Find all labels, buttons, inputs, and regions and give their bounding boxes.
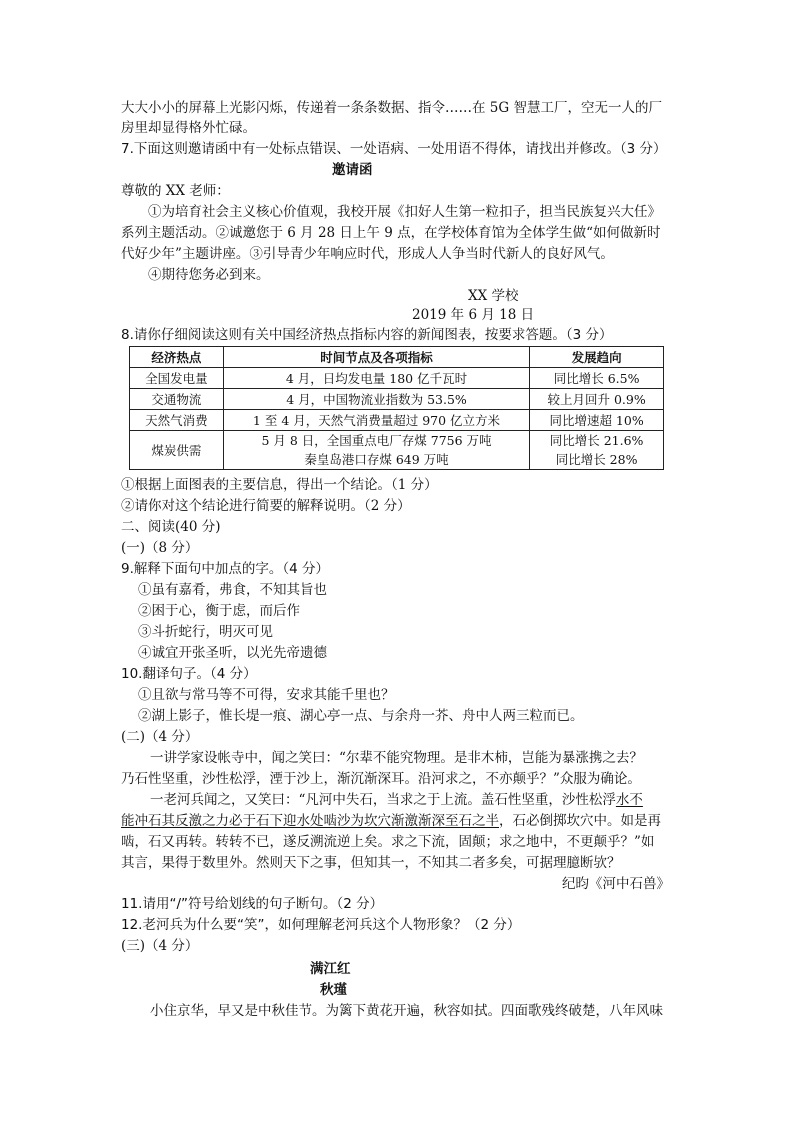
q10-item: ①且欲与常马等不可得，安求其能千里也？ bbox=[138, 687, 395, 703]
table-cell-trend: 同比增速超 10% bbox=[530, 410, 664, 431]
intro-line-2: 房里却显得格外忙碌。 bbox=[121, 120, 256, 136]
passage-text: 一老河兵闻之，又笑曰：“凡河中失石，当求之于上流。盖石性坚重，沙性松浮 bbox=[150, 792, 616, 808]
passage-line: 乃石性坚重，沙性松浮，湮于沙上，渐沉渐深耳。沿河求之，不亦颠乎？”众服为确论。 bbox=[121, 771, 641, 787]
letter-body-4: ④期待您务必到来。 bbox=[148, 267, 270, 283]
table-header: 经济热点 bbox=[130, 347, 224, 368]
q7-prompt: 7.下面这则邀请函中有一处标点错误、一处语病、一处用语不得体，请找出并修改。（3 分） bbox=[121, 141, 667, 157]
q8-sub-1: ①根据上面图表的主要信息，得出一个结论。（1 分） bbox=[121, 477, 438, 493]
table-cell-trend: 较上月回升 0.9% bbox=[530, 389, 664, 410]
table-row bbox=[130, 431, 664, 470]
letter-body-1: ①为培育社会主义核心价值观，我校开展《扣好人生第一粒扣子，担当民族复兴大任》 bbox=[148, 204, 661, 220]
intro-line-1: 大大小小的屏幕上光影闪烁，传递着一条条数据、指令……在 5G 智慧工厂，空无一人的厂 bbox=[121, 100, 662, 116]
table-header: 时间节点及各项指标 bbox=[223, 347, 529, 368]
underlined-sentence: 水不 bbox=[615, 792, 643, 808]
table-cell-detail bbox=[223, 431, 529, 470]
q9-item: ②困于心，衡于虑，而后作 bbox=[138, 603, 300, 619]
table-row bbox=[130, 368, 664, 389]
q8-sub-2: ②请你对这个结论进行简要的解释说明。（2 分） bbox=[121, 498, 411, 514]
passage-line: 啮，石又再转。转转不已，遂反溯流逆上矣。求之下流，固颠；求之地中，不更颠乎？”如 bbox=[121, 834, 655, 850]
q11-prompt: 11.请用“/”符号给划线的句子断句。（2 分） bbox=[121, 896, 384, 912]
table-row bbox=[130, 410, 664, 431]
q12-prompt: 12.老河兵为什么要“笑”，如何理解老河兵这个人物形象？（2 分） bbox=[121, 917, 521, 933]
table-cell-topic: 煤炭供需 bbox=[130, 431, 224, 470]
table-header: 发展趋向 bbox=[530, 347, 664, 368]
part-1-title: (一)（8 分） bbox=[121, 540, 199, 556]
table-cell-detail: 4 月，日均发电量 180 亿千瓦时 bbox=[223, 368, 529, 389]
passage-text: ，石必倒掷坎穴中。如是再 bbox=[499, 813, 661, 829]
passage-line: 其言，果得于数里外。然则天下之事，但知其一，不知其二者多矣，可据理臆断欤？ bbox=[121, 855, 621, 871]
poem-line: 小住京华，早又是中秋佳节。为篱下黄花开遍，秋容如拭。四面歌残终破楚，八年风味 bbox=[150, 1003, 663, 1019]
letter-body-2: 系列主题活动。②诚邀您于 6 月 28 日上午 9 点，在学校体育馆为全体学生做“如何做新时 bbox=[121, 225, 661, 241]
q10-prompt: 10.翻译句子。（4 分） bbox=[121, 666, 257, 682]
q10-item: ②湖上影子，惟长堤一痕、湖心亭一点、与余舟一芥、舟中人两三粒而已。 bbox=[138, 708, 584, 724]
table-cell-trend: 同比增长 6.5% bbox=[530, 368, 664, 389]
section-2-title: 二、阅读(40 分) bbox=[121, 519, 221, 535]
table-cell-topic: 全国发电量 bbox=[130, 368, 224, 389]
table-cell-trend bbox=[530, 431, 664, 470]
q9-item: ①虽有嘉肴，弗食，不知其旨也 bbox=[138, 582, 327, 598]
passage-source: 纪昀《河中石兽》 bbox=[562, 876, 670, 892]
table-cell-detail: 4 月，中国物流业指数为 53.5% bbox=[223, 389, 529, 410]
table-cell-detail: 1 至 4 月，天然气消费量超过 970 亿立方米 bbox=[223, 410, 529, 431]
table-cell-detail-line: 秦皇岛港口存煤 649 万吨 bbox=[304, 452, 449, 467]
table-row bbox=[130, 389, 664, 410]
poem-title: 满江红 bbox=[310, 961, 351, 977]
table-cell-detail-line: 5 月 8 日，全国重点电厂存煤 7756 万吨 bbox=[261, 433, 492, 448]
letter-body-3: 代好少年”主题讲座。③引导青少年响应时代，形成人人争当时代新人的良好风气。 bbox=[121, 246, 614, 262]
underlined-sentence: 能冲石其反激之力必于石下迎水处啮沙为坎穴渐激渐深至石之半 bbox=[121, 813, 499, 829]
letter-salutation: 尊敬的 XX 老师： bbox=[121, 183, 230, 199]
letter-date: 2019 年 6 月 18 日 bbox=[412, 307, 535, 323]
table-header-row bbox=[130, 347, 664, 368]
table-cell-topic: 天然气消费 bbox=[130, 410, 224, 431]
q9-prompt: 9.解释下面句中加点的字。（4 分） bbox=[121, 561, 330, 577]
table-cell-topic: 交通物流 bbox=[130, 389, 224, 410]
table-cell-trend-line: 同比增长 21.6% bbox=[549, 433, 644, 448]
poem-author: 秋瑾 bbox=[320, 982, 347, 998]
part-2-title: (二)（4 分） bbox=[121, 729, 199, 745]
q9-item: ③斗折蛇行，明灭可见 bbox=[138, 624, 273, 640]
part-3-title: (三)（4 分） bbox=[121, 938, 199, 954]
letter-sign: XX 学校 bbox=[468, 288, 519, 304]
passage-line: 一讲学家设帐寺中，闻之笑曰：“尔辈不能究物理。是非木柿，岂能为暴涨携之去？ bbox=[150, 750, 643, 766]
passage-line bbox=[150, 791, 643, 809]
table-cell-trend-line: 同比增长 28% bbox=[555, 452, 638, 467]
letter-title: 邀请函 bbox=[332, 162, 373, 178]
economy-table bbox=[129, 346, 664, 470]
passage-line bbox=[121, 812, 661, 830]
q9-item: ④诚宜开张圣听，以光先帝遗德 bbox=[138, 645, 327, 661]
q8-prompt: 8.请你仔细阅读这则有关中国经济热点指标内容的新闻图表，按要求答题。（3 分） bbox=[121, 327, 613, 343]
